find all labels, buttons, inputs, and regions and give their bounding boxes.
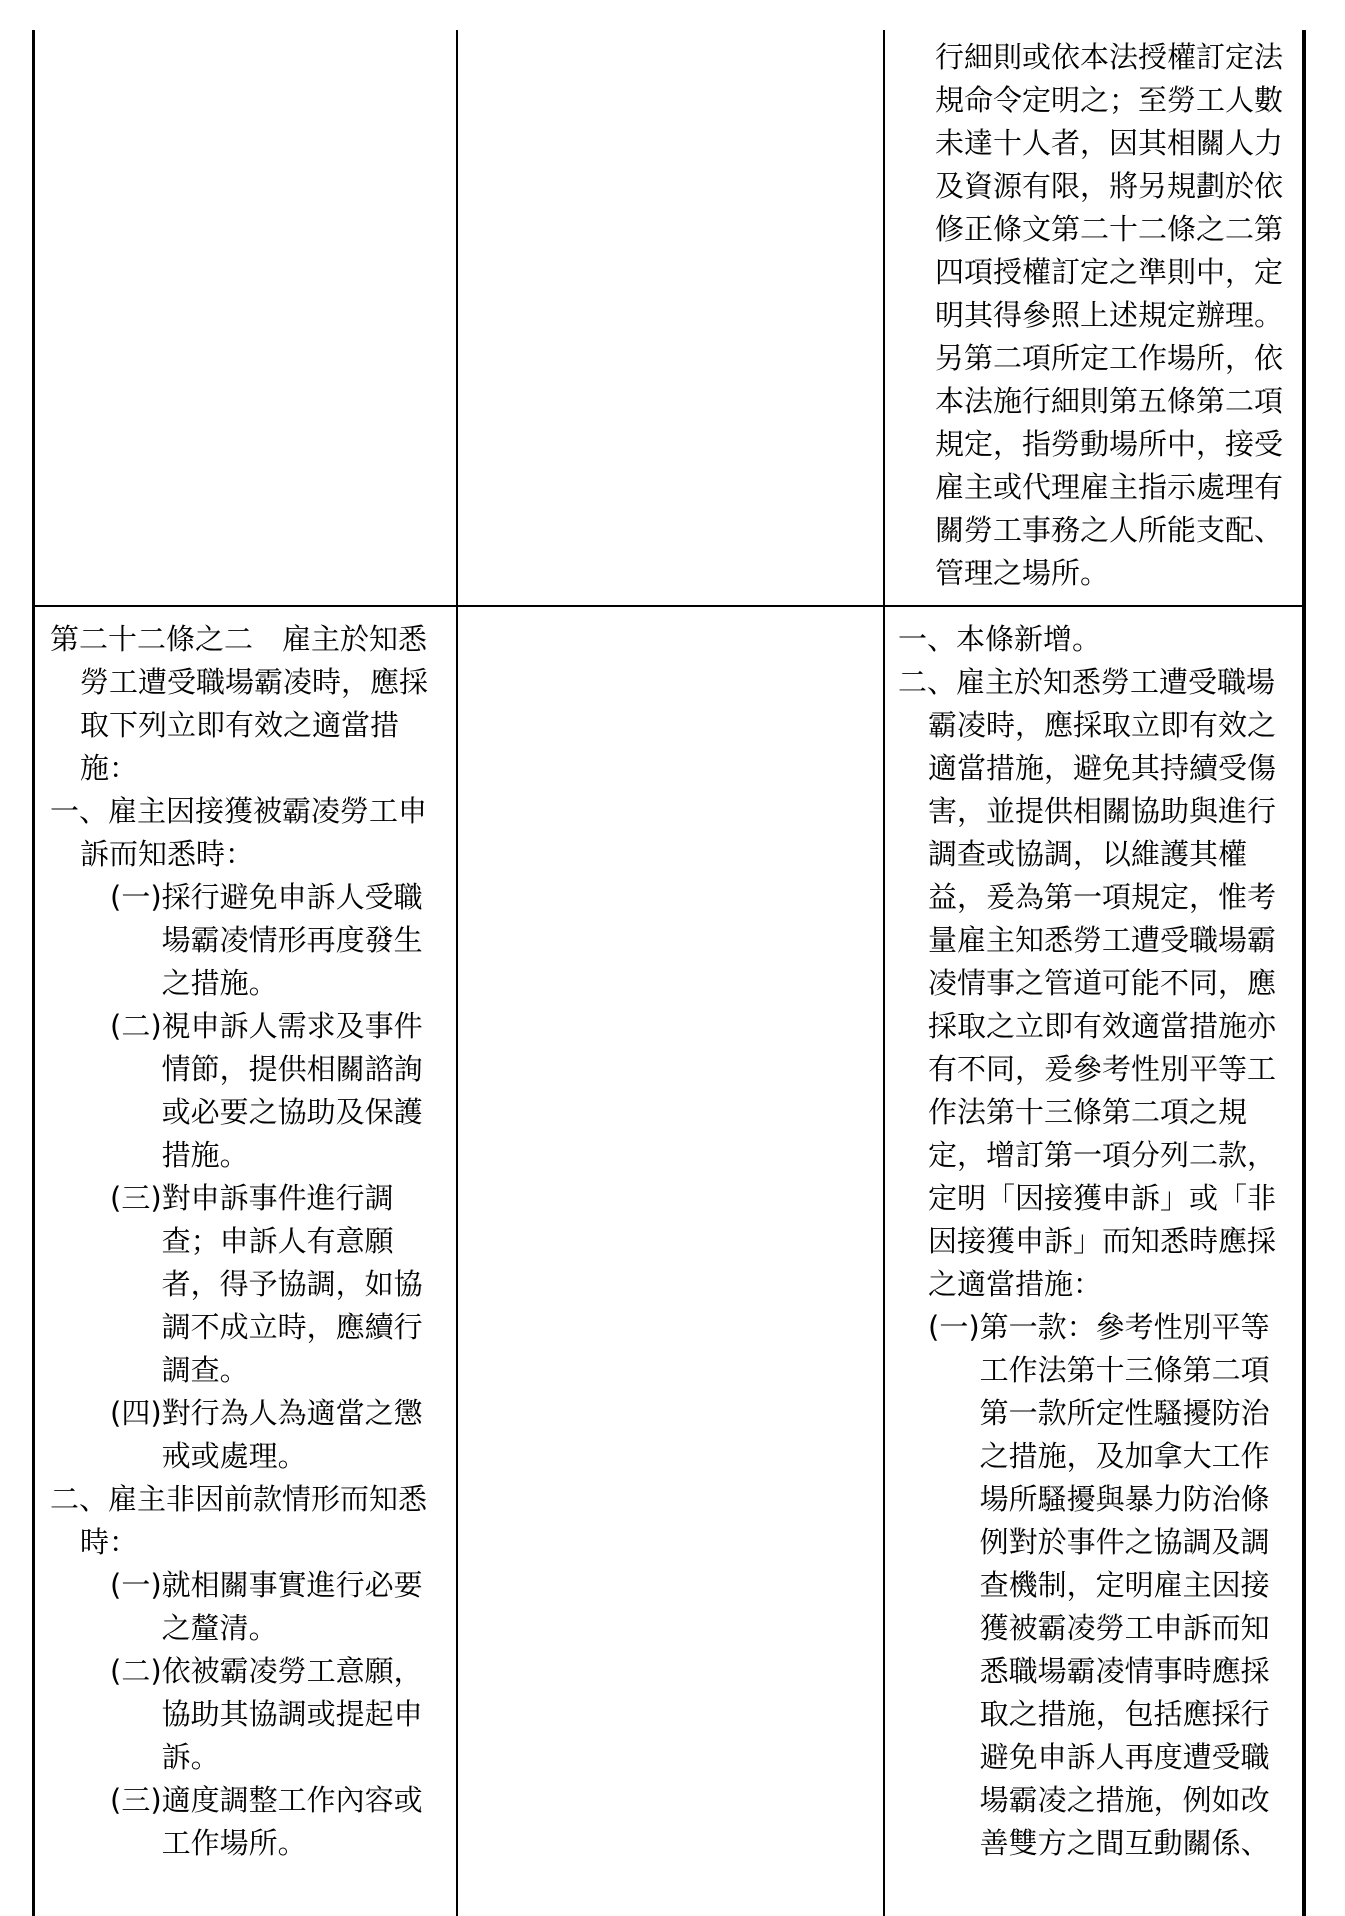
article-heading [50, 618, 450, 790]
explanation-sub-item [928, 1306, 1298, 1865]
explanation-sub-marker: (一) [928, 1310, 980, 1344]
item-1-title: 一、雇主因接獲被霸凌勞工申訴而知悉時： [50, 794, 428, 871]
list-item-marker: (三) [110, 1181, 162, 1215]
table-right-border [1302, 30, 1306, 1916]
list-item-text: 依被霸凌勞工意願，協助其協調或提起申訴。 [161, 1654, 423, 1774]
list-item [110, 876, 450, 1005]
item-2-title: 二、雇主非因前款情形而知悉時： [50, 1482, 428, 1559]
list-item-marker: (一) [110, 1568, 162, 1602]
row-divider [34, 605, 1305, 607]
explanation-cell [898, 618, 1298, 1865]
article-number: 第二十二條之二 [50, 622, 283, 656]
list-item-text: 對申訴事件進行調查；申訴人有意願者，得予協調，如協調不成立時，應續行調查。 [161, 1181, 423, 1387]
list-item-text: 適度調整工作內容或工作場所。 [161, 1783, 423, 1860]
list-item-marker: (三) [110, 1783, 162, 1817]
list-item [110, 1650, 450, 1779]
list-item-text: 採行避免申訴人受職場霸凌情形再度發生之措施。 [161, 880, 423, 1000]
column-divider-1 [456, 30, 458, 1916]
explanation-continuation-text: 行細則或依本法授權訂定法規命令定明之；至勞工人數未達十人者，因其相關人力及資源有限，將另規劃於依修正條文第二十二條之二第四項授權訂定之準則中，定明其得參照上述規定辦理。另第二項所定工作場所，依本法施行細則第五條第二項規定，指勞動場所中，接受雇主或代理雇主指示處理有關勞工事務之人所能支配、管理之場所。 [935, 40, 1284, 590]
list-item-marker: (一) [110, 880, 162, 914]
list-item-marker: (四) [110, 1396, 162, 1430]
article-text-cell [50, 618, 450, 1865]
list-item [110, 1005, 450, 1177]
top-row-explanation-cell [935, 36, 1295, 595]
list-item-text: 視申訴人需求及事件情節，提供相關諮詢或必要之協助及保護措施。 [161, 1009, 423, 1172]
list-item [110, 1177, 450, 1392]
list-item [110, 1779, 450, 1865]
list-item-text: 對行為人為適當之懲戒或處理。 [161, 1396, 423, 1473]
explanation-point-1: 一、本條新增。 [898, 622, 1102, 656]
list-item [110, 1564, 450, 1650]
article-heading-text: 雇主於知悉勞工遭受職場霸凌時，應採取下列立即有效之適當措施： [80, 622, 429, 785]
list-item [110, 1392, 450, 1478]
column-divider-2 [883, 30, 885, 1916]
explanation-point-2: 二、雇主於知悉勞工遭受職場霸凌時，應採取立即有效之適當措施，避免其持續受傷害，並提供相關協助與進行調查或協調，以維護其權益，爰為第一項規定，惟考量雇主知悉勞工遭受職場霸凌情事之管道可能不同，應採取之立即有效適當措施亦有不同，爰參考性別平等工作法第十三條第二項之規定，增訂第一項分列二款，定明「因接獲申訴」或「非因接獲申訴」而知悉時應採之適當措施： [898, 665, 1277, 1301]
list-item-marker: (二) [110, 1654, 162, 1688]
explanation-sub-text: 第一款：參考性別平等工作法第十三條第二項第一款所定性騷擾防治之措施，及加拿大工作場所騷擾與暴力防治條例對於事件之協調及調查機制，定明雇主因接獲被霸凌勞工申訴而知悉職場霸凌情事時應採取之措施，包括應採行避免申訴人再度遭受職場霸凌之措施，例如改善雙方之間互動關係、 [979, 1310, 1270, 1860]
list-item-text: 就相關事實進行必要之釐清。 [161, 1568, 423, 1645]
table-left-border [32, 30, 35, 1916]
list-item-marker: (二) [110, 1009, 162, 1043]
